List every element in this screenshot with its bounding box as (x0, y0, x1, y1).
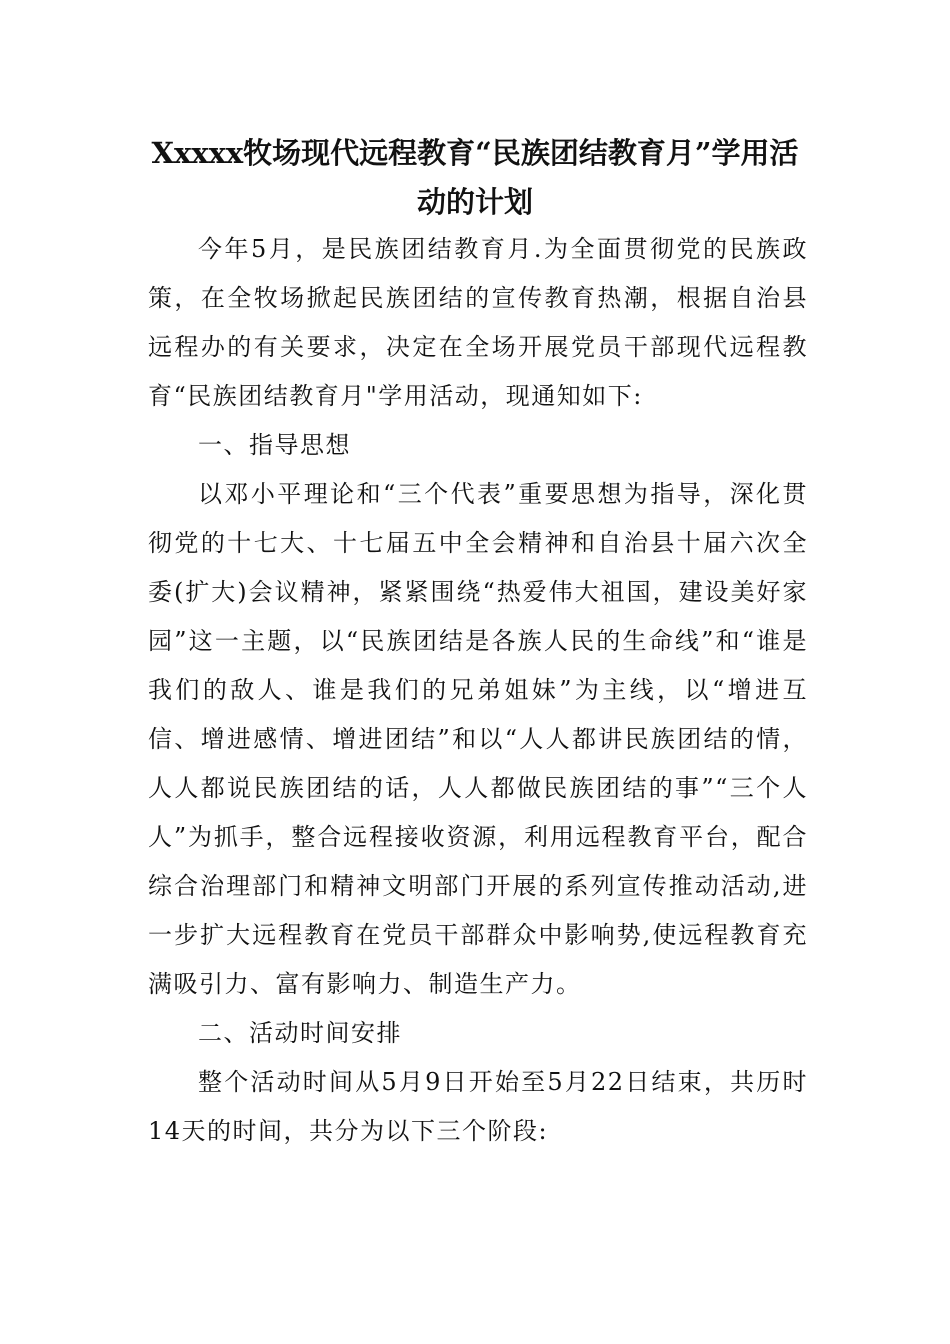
intro-paragraph: 今年5月，是民族团结教育月.为全面贯彻党的民族政策，在全牧场掀起民族团结的宣传教育热潮，根据自治县远程办的有关要求，决定在全场开展党员干部现代远程教育“民族团结教育月"学用活动，现通知如下: (148, 235, 808, 410)
schedule-paragraph: 整个活动时间从5月9日开始至5月22日结束，共历时14天的时间，共分为以下三个阶段: (148, 1068, 808, 1145)
document-body (148, 225, 808, 1156)
section-heading-guiding-ideology: 一、指导思想 (198, 431, 351, 459)
document-title-line-2: 动的计划 (416, 185, 533, 219)
section-heading-schedule: 二、活动时间安排 (198, 1019, 402, 1047)
guiding-ideology-paragraph: 以邓小平理论和“三个代表”重要思想为指导，深化贯彻党的十七大、十七届五中全会精神和自治县十届六次全委(扩大)会议精神，紧紧围绕“热爱伟大祖国，建设美好家园”这一主题，以“民族团结是各族人民的生命线”和“谁是我们的敌人、谁是我们的兄弟姐妹”为主线，以“增进互信、增进感情、增进团结”和以“人人都讲民族团结的情，人人都说民族团结的话，人人都做民族团结的事”“三个人人”为抓手，整合远程接收资源，利用远程教育平台，配合综合治理部门和精神文明部门开展的系列宣传推动活动,进一步扩大远程教育在党员干部群众中影响势,使远程教育充满吸引力、富有影响力、制造生产力。 (148, 480, 808, 998)
document-title-line-1: Xxxxx牧场现代远程教育“民族团结教育月”学用活 (151, 136, 799, 170)
